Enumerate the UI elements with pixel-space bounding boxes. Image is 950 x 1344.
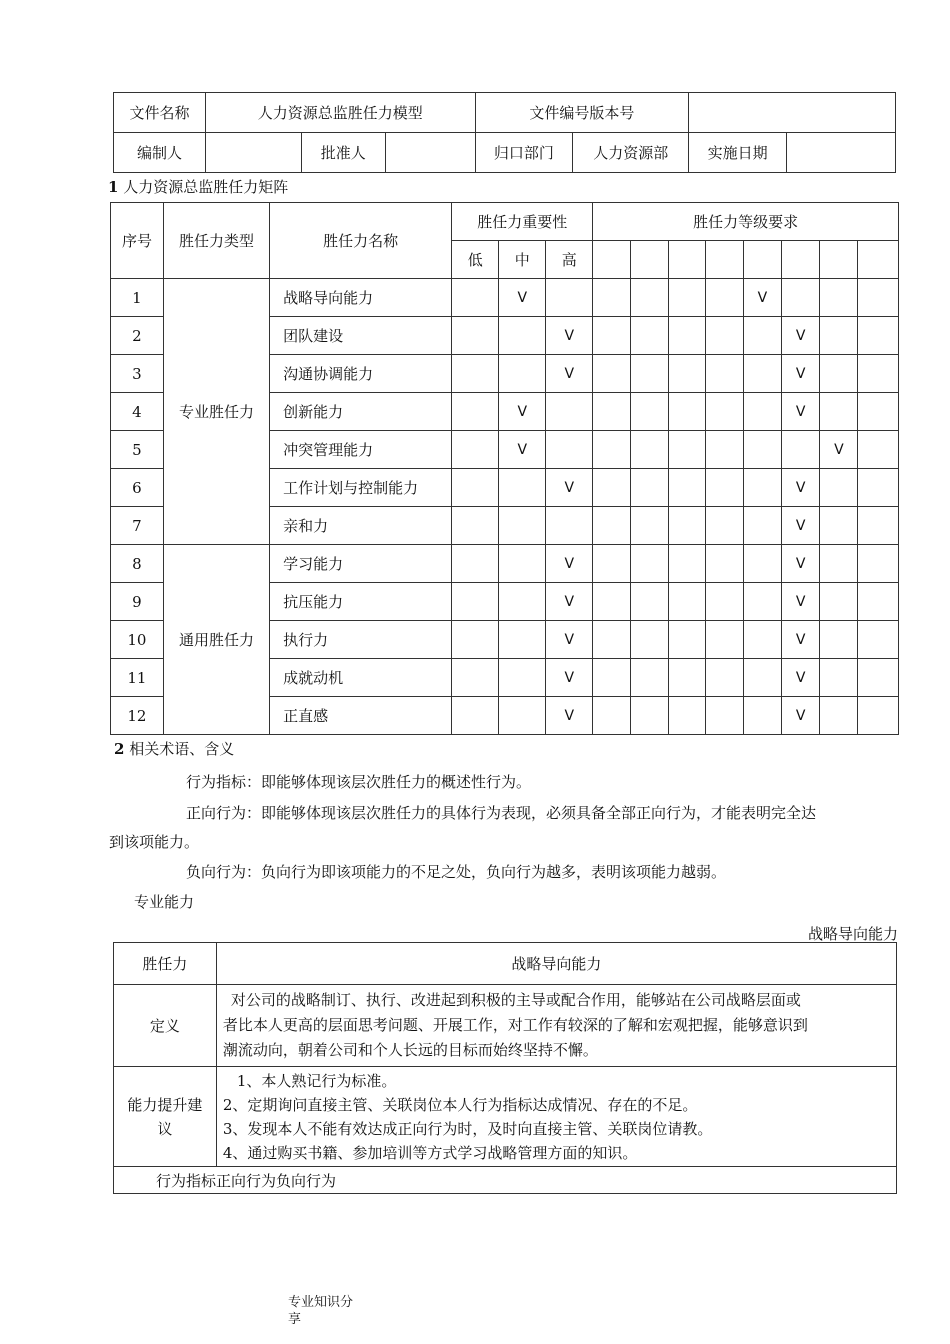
level-cell xyxy=(743,431,781,469)
level-header-cell xyxy=(668,241,706,279)
level-mark: V xyxy=(782,697,820,735)
importance-mark: V xyxy=(546,697,593,735)
level-cell xyxy=(820,317,858,355)
footer-line: 专业知识分 xyxy=(288,1295,354,1310)
level-cell xyxy=(743,507,781,545)
level-cell xyxy=(743,469,781,507)
level-cell xyxy=(820,659,858,697)
level-cell xyxy=(743,355,781,393)
advice-item: 1、本人熟记行为标准。 xyxy=(236,1071,397,1090)
competency-label: 胜任力 xyxy=(114,943,217,985)
level-mark: V xyxy=(782,545,820,583)
col-header-type: 胜任力类型 xyxy=(163,203,269,279)
level-cell xyxy=(630,545,668,583)
row-seq: 4 xyxy=(111,393,164,431)
competency-name: 冲突管理能力 xyxy=(270,431,452,469)
level-mark: V xyxy=(782,317,820,355)
editor-value xyxy=(205,133,301,173)
importance-level-header: 低 xyxy=(452,241,499,279)
competency-name: 团队建设 xyxy=(270,317,452,355)
level-cell xyxy=(630,621,668,659)
strategy-competency-table xyxy=(113,942,897,1194)
level-cell xyxy=(858,279,899,317)
level-cell xyxy=(743,317,781,355)
importance-cell xyxy=(452,545,499,583)
level-cell xyxy=(820,393,858,431)
level-cell xyxy=(706,317,744,355)
definition-behavior: 行为指标：即能够体现该层次胜任力的概述性行为。 xyxy=(186,773,532,791)
importance-level-header: 中 xyxy=(499,241,546,279)
level-cell xyxy=(593,507,631,545)
level-cell xyxy=(858,583,899,621)
file-number-label: 文件编号版本号 xyxy=(475,93,689,133)
level-cell xyxy=(668,545,706,583)
importance-cell xyxy=(452,393,499,431)
level-cell xyxy=(668,469,706,507)
level-header-cell xyxy=(743,241,781,279)
importance-mark: V xyxy=(546,583,593,621)
file-name-value: 人力资源总监胜任力模型 xyxy=(205,93,475,133)
level-cell xyxy=(593,317,631,355)
level-cell xyxy=(630,697,668,735)
importance-cell xyxy=(452,507,499,545)
level-cell xyxy=(706,393,744,431)
importance-mark: V xyxy=(546,545,593,583)
importance-cell xyxy=(452,659,499,697)
level-header-cell xyxy=(593,241,631,279)
level-cell xyxy=(593,431,631,469)
level-cell xyxy=(630,583,668,621)
importance-mark: V xyxy=(546,621,593,659)
advice-label-line: 议 xyxy=(157,1119,173,1138)
level-cell xyxy=(743,659,781,697)
level-cell xyxy=(668,431,706,469)
level-cell xyxy=(743,621,781,659)
level-cell xyxy=(858,317,899,355)
level-cell xyxy=(593,279,631,317)
importance-cell xyxy=(499,583,546,621)
level-cell xyxy=(668,317,706,355)
approver-value xyxy=(385,133,475,173)
level-cell xyxy=(858,697,899,735)
level-cell xyxy=(706,621,744,659)
level-mark: V xyxy=(782,469,820,507)
level-mark: V xyxy=(782,507,820,545)
date-value xyxy=(787,133,896,173)
row-seq: 5 xyxy=(111,431,164,469)
competency-value: 战略导向能力 xyxy=(216,943,896,985)
table-row xyxy=(111,545,899,583)
competency-name: 创新能力 xyxy=(270,393,452,431)
level-mark: V xyxy=(743,279,781,317)
level-cell xyxy=(782,431,820,469)
department-value: 人力资源部 xyxy=(573,133,689,173)
competency-name: 学习能力 xyxy=(270,545,452,583)
level-cell xyxy=(593,393,631,431)
level-cell xyxy=(630,355,668,393)
competency-name: 执行力 xyxy=(270,621,452,659)
level-cell xyxy=(668,507,706,545)
importance-cell xyxy=(452,279,499,317)
level-cell xyxy=(820,469,858,507)
competency-type: 通用胜任力 xyxy=(163,545,269,735)
advice-item: 2、定期询问直接主管、关联岗位本人行为指标达成情况、存在的不足。 xyxy=(222,1095,698,1114)
level-cell xyxy=(858,355,899,393)
department-label: 归口部门 xyxy=(475,133,573,173)
col-header-importance: 胜任力重要性 xyxy=(452,203,593,241)
level-cell xyxy=(706,431,744,469)
level-cell xyxy=(782,279,820,317)
level-cell xyxy=(820,583,858,621)
importance-mark: V xyxy=(499,431,546,469)
advice-item: 3、发现本人不能有效达成正向行为时，及时向直接主管、关联岗位请教。 xyxy=(222,1119,713,1138)
advice-item: 4、通过购买书籍、参加培训等方式学习战略管理方面的知识。 xyxy=(222,1143,638,1162)
level-cell xyxy=(820,507,858,545)
level-header-cell xyxy=(858,241,899,279)
level-header-cell xyxy=(706,241,744,279)
footer-line: 享 xyxy=(288,1312,302,1327)
level-cell xyxy=(820,279,858,317)
row-seq: 9 xyxy=(111,583,164,621)
competency-name: 沟通协调能力 xyxy=(270,355,452,393)
level-cell xyxy=(706,659,744,697)
level-cell xyxy=(668,393,706,431)
importance-cell xyxy=(499,355,546,393)
section-1-heading xyxy=(108,177,288,197)
level-header-cell xyxy=(630,241,668,279)
importance-mark: V xyxy=(546,469,593,507)
level-cell xyxy=(858,393,899,431)
definition-positive-line2: 到该项能力。 xyxy=(109,833,200,851)
level-cell xyxy=(743,393,781,431)
level-cell xyxy=(593,583,631,621)
importance-mark: V xyxy=(499,393,546,431)
level-cell xyxy=(593,621,631,659)
level-cell xyxy=(630,469,668,507)
level-cell xyxy=(668,621,706,659)
level-cell xyxy=(706,355,744,393)
competency-name: 成就动机 xyxy=(270,659,452,697)
definition-line: 者比本人更高的层面思考问题、开展工作，对工作有较深的了解和宏观把握，能够意识到 xyxy=(222,1016,808,1034)
level-cell xyxy=(630,431,668,469)
level-header-cell xyxy=(820,241,858,279)
definition-text xyxy=(216,985,896,1067)
level-cell xyxy=(630,279,668,317)
row-seq: 11 xyxy=(111,659,164,697)
importance-cell xyxy=(499,507,546,545)
level-cell xyxy=(858,621,899,659)
file-name-label: 文件名称 xyxy=(114,93,206,133)
level-cell xyxy=(706,545,744,583)
importance-mark: V xyxy=(546,355,593,393)
col-header-name: 胜任力名称 xyxy=(270,203,452,279)
file-number-value xyxy=(689,93,896,133)
level-cell xyxy=(858,431,899,469)
importance-cell xyxy=(546,431,593,469)
competency-name: 亲和力 xyxy=(270,507,452,545)
importance-cell xyxy=(452,621,499,659)
importance-cell xyxy=(452,355,499,393)
definition-line: 对公司的战略制订、执行、改进起到积极的主导或配合作用，能够站在公司战略层面或 xyxy=(230,991,801,1009)
level-cell xyxy=(820,697,858,735)
importance-level-header: 高 xyxy=(546,241,593,279)
row-seq: 6 xyxy=(111,469,164,507)
level-mark: V xyxy=(782,583,820,621)
definition-label: 定义 xyxy=(114,985,217,1067)
competency-name: 工作计划与控制能力 xyxy=(270,469,452,507)
level-cell xyxy=(706,583,744,621)
importance-cell xyxy=(499,697,546,735)
level-cell xyxy=(668,659,706,697)
row-seq: 12 xyxy=(111,697,164,735)
importance-cell xyxy=(499,469,546,507)
level-cell xyxy=(706,279,744,317)
level-cell xyxy=(820,621,858,659)
level-cell xyxy=(820,355,858,393)
importance-cell xyxy=(499,545,546,583)
level-cell xyxy=(858,469,899,507)
section-2-title: 相关术语、含义 xyxy=(129,740,235,758)
importance-cell xyxy=(499,659,546,697)
importance-cell xyxy=(452,583,499,621)
competency-name: 战略导向能力 xyxy=(270,279,452,317)
definition-line: 潮流动向，朝着公司和个人长远的目标而始终坚持不懈。 xyxy=(222,1041,598,1059)
right-section-title: 战略导向能力 xyxy=(807,925,898,943)
importance-cell xyxy=(499,317,546,355)
importance-mark: V xyxy=(546,317,593,355)
editor-label: 编制人 xyxy=(114,133,206,173)
definition-negative: 负向行为：负向行为即该项能力的不足之处，负向行为越多，表明该项能力越弱。 xyxy=(186,863,727,881)
level-cell xyxy=(706,507,744,545)
level-cell xyxy=(630,317,668,355)
professional-ability-heading: 专业能力 xyxy=(134,893,195,911)
competency-type: 专业胜任力 xyxy=(163,279,269,545)
level-mark: V xyxy=(782,355,820,393)
level-cell xyxy=(858,659,899,697)
level-header-cell xyxy=(782,241,820,279)
importance-cell xyxy=(546,507,593,545)
competency-name: 抗压能力 xyxy=(270,583,452,621)
date-label: 实施日期 xyxy=(689,133,787,173)
level-cell xyxy=(706,469,744,507)
footer-note xyxy=(288,1294,353,1328)
level-cell xyxy=(593,659,631,697)
level-cell xyxy=(743,583,781,621)
col-header-seq: 序号 xyxy=(111,203,164,279)
level-mark: V xyxy=(782,659,820,697)
competency-matrix-table xyxy=(110,202,899,735)
advice-label xyxy=(114,1067,217,1167)
approver-label: 批准人 xyxy=(301,133,385,173)
level-cell xyxy=(668,279,706,317)
row-seq: 10 xyxy=(111,621,164,659)
importance-cell xyxy=(546,393,593,431)
advice-label-line: 能力提升建 xyxy=(127,1095,203,1114)
level-mark: V xyxy=(782,621,820,659)
importance-cell xyxy=(452,431,499,469)
level-cell xyxy=(706,697,744,735)
level-cell xyxy=(820,545,858,583)
importance-cell xyxy=(546,279,593,317)
importance-cell xyxy=(452,317,499,355)
col-header-level: 胜任力等级要求 xyxy=(593,203,899,241)
level-cell xyxy=(630,507,668,545)
level-cell xyxy=(743,697,781,735)
section-2-heading xyxy=(114,739,234,759)
level-cell xyxy=(593,469,631,507)
row-seq: 8 xyxy=(111,545,164,583)
row-seq: 1 xyxy=(111,279,164,317)
section-1-number: 1 xyxy=(108,178,119,196)
level-cell xyxy=(858,545,899,583)
importance-mark: V xyxy=(546,659,593,697)
importance-cell xyxy=(452,469,499,507)
level-mark: V xyxy=(820,431,858,469)
section-1-title: 人力资源总监胜任力矩阵 xyxy=(123,178,289,196)
section-2-number: 2 xyxy=(114,740,125,758)
row-seq: 2 xyxy=(111,317,164,355)
level-cell xyxy=(593,355,631,393)
level-cell xyxy=(630,659,668,697)
row-seq: 3 xyxy=(111,355,164,393)
document-info-table xyxy=(113,92,896,173)
importance-cell xyxy=(452,697,499,735)
level-cell xyxy=(668,583,706,621)
level-cell xyxy=(668,355,706,393)
advice-list xyxy=(216,1067,896,1167)
definition-positive-line1: 正向行为：即能够体现该层次胜任力的具体行为表现，必须具备全部正向行为，才能表明完全达 xyxy=(186,804,817,822)
level-mark: V xyxy=(782,393,820,431)
level-cell xyxy=(668,697,706,735)
competency-name: 正直感 xyxy=(270,697,452,735)
level-cell xyxy=(593,697,631,735)
level-cell xyxy=(630,393,668,431)
importance-mark: V xyxy=(499,279,546,317)
table-row xyxy=(111,279,899,317)
row-seq: 7 xyxy=(111,507,164,545)
level-cell xyxy=(593,545,631,583)
level-cell xyxy=(743,545,781,583)
importance-cell xyxy=(499,621,546,659)
behavior-header-row: 行为指标正向行为负向行为 xyxy=(114,1167,897,1194)
level-cell xyxy=(858,507,899,545)
